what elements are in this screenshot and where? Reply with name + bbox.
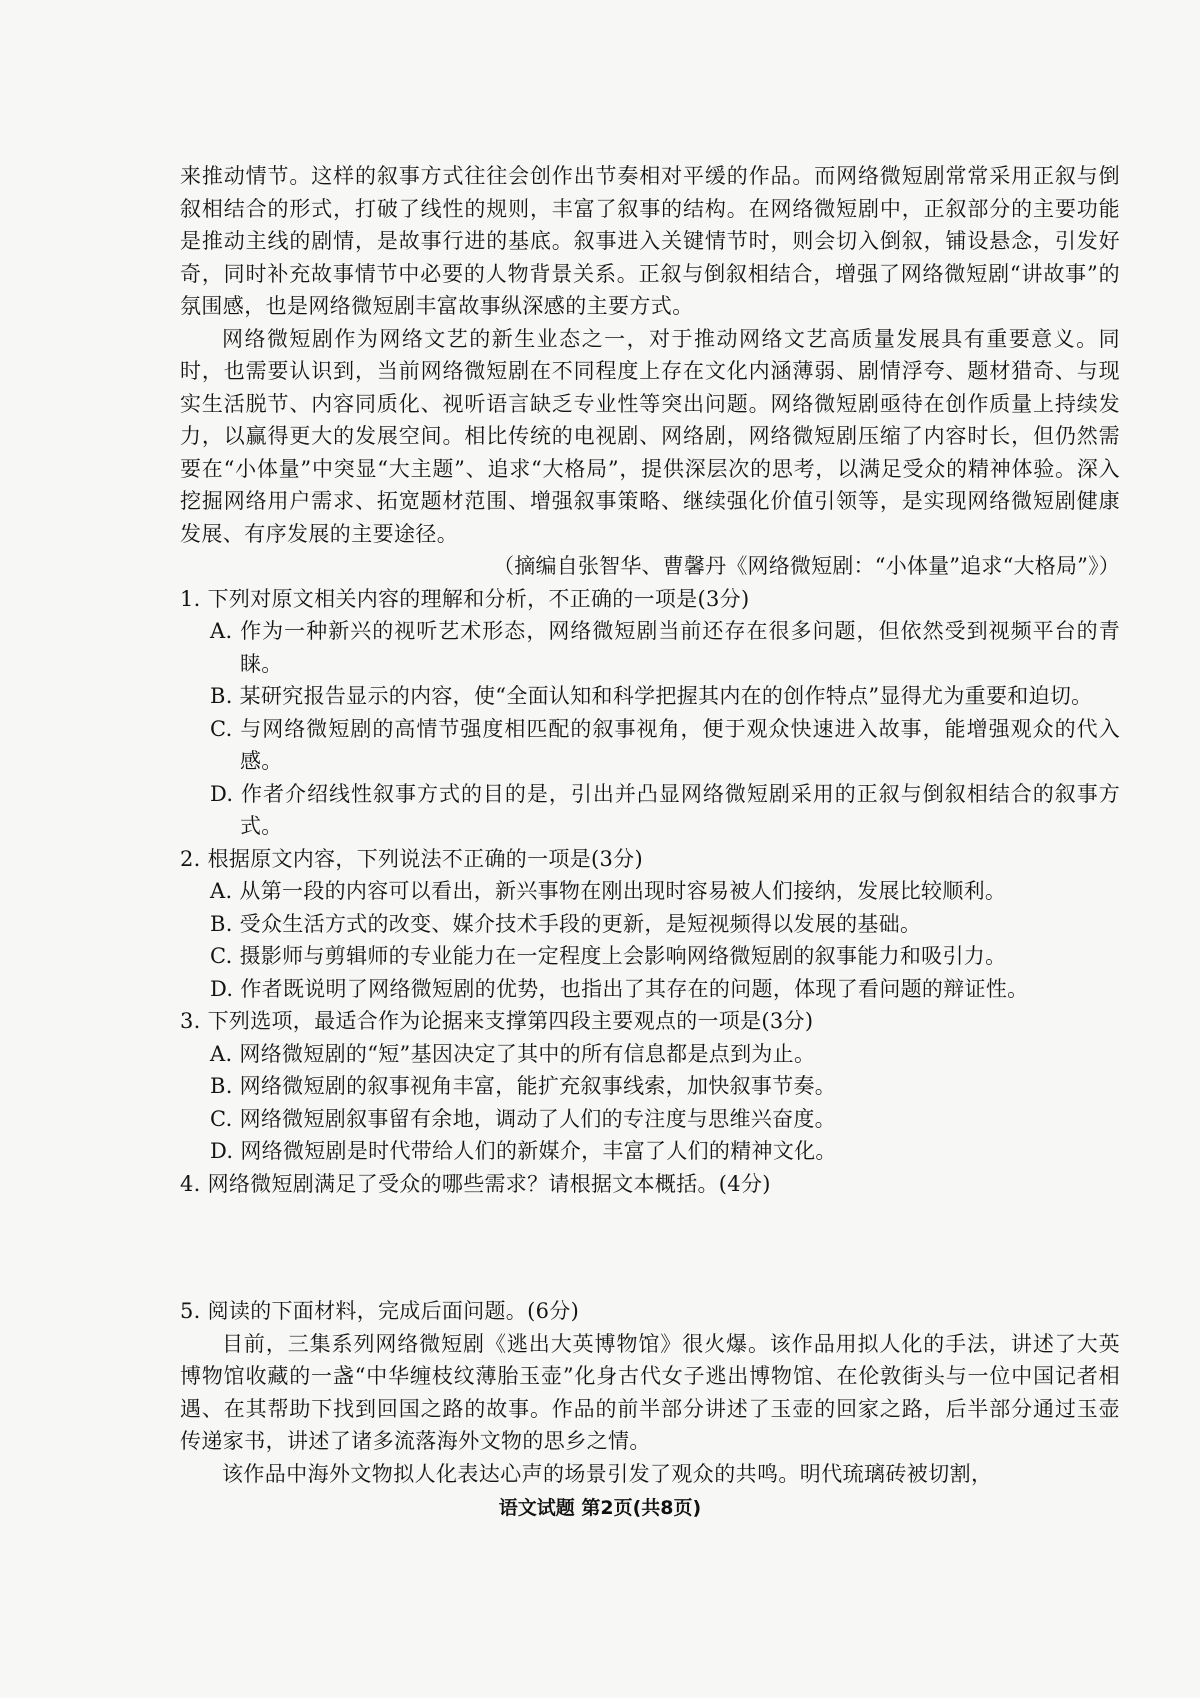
question-1 bbox=[180, 583, 1120, 843]
passage-paragraph: 网络微短剧作为网络文艺的新生业态之一，对于推动网络文艺高质量发展具有重要意义。同时，也需要认识到，当前网络微短剧在不同程度上存在文化内涵薄弱、剧情浮夸、题材猎奇、与现实生活脱节、内容同质化、视听语言缺乏专业性等突出问题。网络微短剧亟待在创作质量上持续发力，以赢得更大的发展空间。相比传统的电视剧、网络剧，网络微短剧压缩了内容时长，但仍然需要在“小体量”中突显“大主题”、追求“大格局”，提供深层次的思考，以满足受众的精神体验。深入挖掘网络用户需求、拓宽题材范围、增强叙事策略、继续强化价值引领等，是实现网络微短剧健康发展、有序发展的主要途径。 bbox=[180, 326, 1120, 546]
option-d: D. 作者既说明了网络微短剧的优势，也指出了其存在的问题，体现了看问题的辩证性。 bbox=[210, 976, 1029, 1001]
option-list bbox=[180, 1038, 1120, 1168]
option-a: A. 作为一种新兴的视听艺术形态，网络微短剧当前还存在很多问题，但依然受到视频平台的青睐。 bbox=[210, 619, 1120, 676]
question-stem: 1. 下列对原文相关内容的理解和分析，不正确的一项是(3分) bbox=[180, 586, 750, 611]
option-c: C. 网络微短剧叙事留有余地，调动了人们的专注度与思维兴奋度。 bbox=[210, 1106, 836, 1131]
option-d: D. 网络微短剧是时代带给人们的新媒介，丰富了人们的精神文化。 bbox=[210, 1139, 837, 1163]
option-c: C. 与网络微短剧的高情节强度相匹配的叙事视角，便于观众快速进入故事，能增强观众的代入感。 bbox=[210, 716, 1120, 773]
question-3 bbox=[180, 1005, 1120, 1168]
option-b: B. 受众生活方式的改变、媒介技术手段的更新，是短视频得以发展的基础。 bbox=[210, 911, 922, 936]
question-stem: 2. 根据原文内容，下列说法不正确的一项是(3分) bbox=[180, 846, 643, 871]
option-list bbox=[180, 875, 1120, 1005]
option-a: A. 从第一段的内容可以看出，新兴事物在刚出现时容易被人们接纳，发展比较顺利。 bbox=[210, 879, 1007, 903]
option-b: B. 网络微短剧的叙事视角丰富，能扩充叙事线索，加快叙事节奏。 bbox=[210, 1074, 837, 1098]
passage-source: （摘编自张智华、曹馨丹《网络微短剧：“小体量”追求“大格局”》） bbox=[493, 554, 1120, 578]
question-stem: 4. 网络微短剧满足了受众的哪些需求？请根据文本概括。(4分) bbox=[180, 1171, 771, 1196]
material-paragraph: 目前，三集系列网络微短剧《逃出大英博物馆》很火爆。该作品用拟人化的手法，讲述了大英博物馆收藏的一盏“中华缠枝纹薄胎玉壶”化身古代女子逃出博物馆、在伦敦街头与一位中国记者相遇、在其帮助下找到回国之路的故事。作品的前半部分讲述了玉壶的回家之路，后半部分通过玉壶传递家书，讲述了诸多流落海外文物的思乡之情。 bbox=[180, 1331, 1120, 1453]
question-4 bbox=[180, 1168, 1120, 1296]
material-paragraph: 该作品中海外文物拟人化表达心声的场景引发了观众的共鸣。明代琉璃砖被切割， bbox=[222, 1461, 993, 1486]
question-5 bbox=[180, 1295, 1120, 1490]
page-footer: 语文试题 第2页(共8页) bbox=[498, 1497, 702, 1519]
option-c: C. 摄影师与剪辑师的专业能力在一定程度上会影响网络微短剧的叙事能力和吸引力。 bbox=[210, 944, 1007, 968]
option-list bbox=[180, 615, 1120, 843]
question-stem: 5. 阅读的下面材料，完成后面问题。(6分) bbox=[180, 1299, 580, 1323]
question-stem: 3. 下列选项，最适合作为论据来支撑第四段主要观点的一项是(3分) bbox=[180, 1009, 814, 1033]
option-a: A. 网络微短剧的“短”基因决定了其中的所有信息都是点到为止。 bbox=[210, 1041, 816, 1066]
passage-paragraph-continued: 来推动情节。这样的叙事方式往往会创作出节奏相对平缓的作品。而网络微短剧常常采用正叙与倒叙相结合的形式，打破了线性的规则，丰富了叙事的结构。在网络微短剧中，正叙部分的主要功能是推动主线的剧情，是故事行进的基底。叙事进入关键情节时，则会切入倒叙，铺设悬念，引发好奇，同时补充故事情节中必要的人物背景关系。正叙与倒叙相结合，增强了网络微短剧“讲故事”的氛围感，也是网络微短剧丰富故事纵深感的主要方式。 bbox=[180, 164, 1120, 318]
option-b: B. 某研究报告显示的内容，使“全面认知和科学把握其内在的创作特点”显得尤为重要和迫切。 bbox=[210, 684, 1093, 708]
exam-page bbox=[180, 160, 1120, 1490]
answer-space bbox=[180, 1200, 1120, 1295]
question-2 bbox=[180, 843, 1120, 1006]
option-d: D. 作者介绍线性叙事方式的目的是，引出并凸显网络微短剧采用的正叙与倒叙相结合的叙事方式。 bbox=[210, 781, 1120, 838]
